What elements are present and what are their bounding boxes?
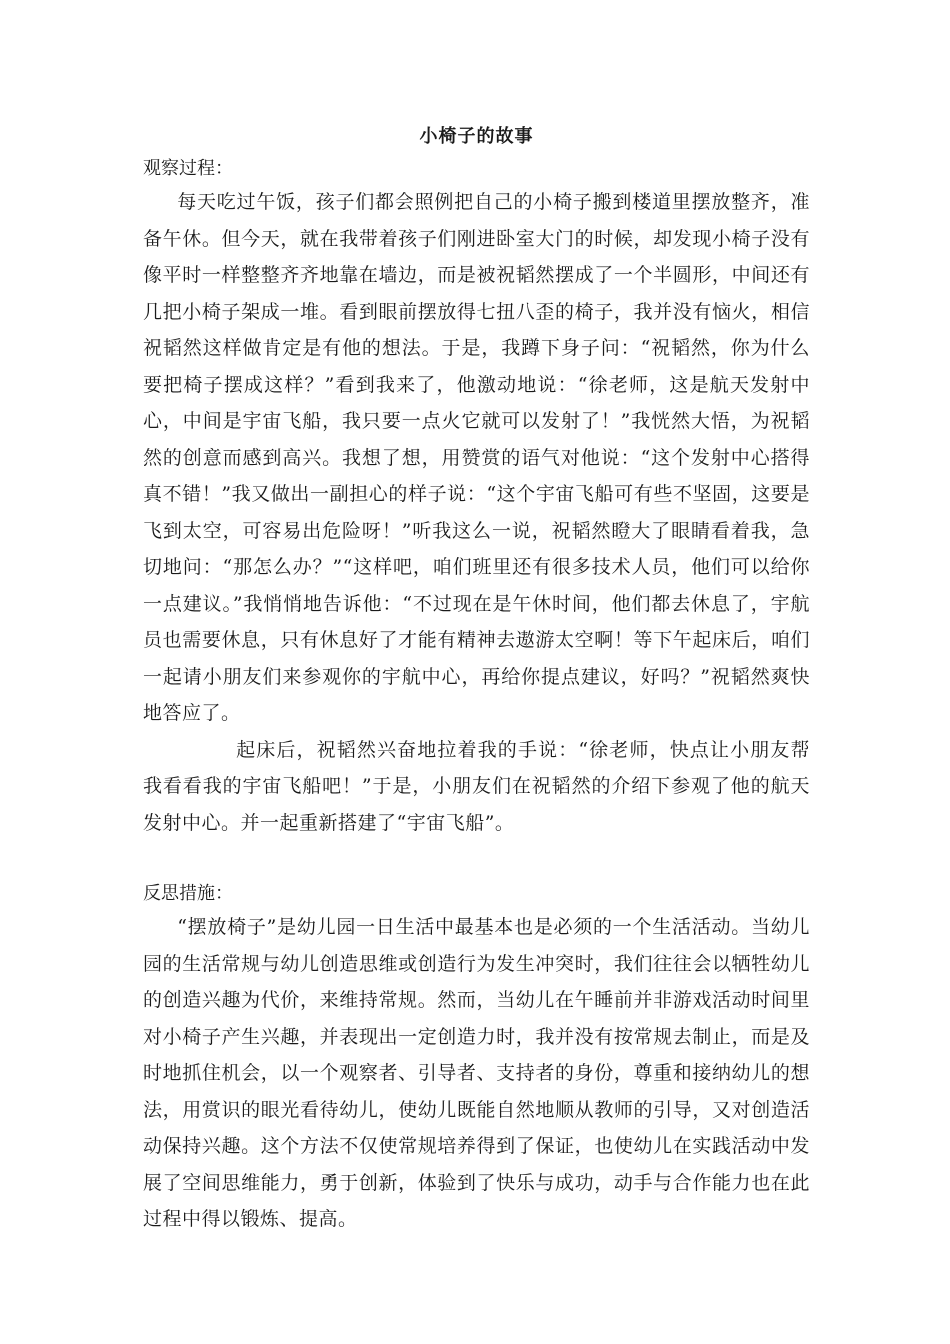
reflection-paragraph-1: “摆放椅子”是幼儿园一日生活中最基本也是必须的一个生活活动。当幼儿园的生活常规与幼儿创造思维或创造行为发生冲突时，我们往往会以牺牲幼儿的创造兴趣为代价，来维持常规。然而，当幼儿在午睡前并非游戏活动时间里对小椅子产生兴趣，并表现出一定创造力时，我并没有按常规去制止，而是及时地抓住机会，以一个观察者、引导者、支持者的身份，尊重和接纳幼儿的想法，用赏识的眼光看待幼儿，使幼儿既能自然地顺从教师的引导，又对创造活动保持兴趣。这个方法不仅使常规培养得到了保证，也使幼儿在实践活动中发展了空间思维能力，勇于创新，体验到了快乐与成功，动手与合作能力也在此过程中得以锻炼、提高。 [143,916,810,1230]
observation-paragraph-2: 起床后，祝韬然兴奋地拉着我的手说：“徐老师，快点让小朋友帮我看看我的宇宙飞船吧！”于是，小朋友们在祝韬然的介绍下参观了他的航天发射中心。并一起重新搭建了“宇宙飞船”。 [143,738,810,834]
section-heading-reflection: 反思措施： [143,883,233,904]
section-spacer [143,841,810,879]
document-page [143,122,810,1238]
observation-paragraph-1: 每天吃过午饭，孩子们都会照例把自己的小椅子搬到楼道里摆放整齐，准备午休。但今天，就在我带着孩子们刚进卧室大门的时候，却发现小椅子没有像平时一样整整齐齐地靠在墙边，而是被祝韬然摆成了一个半圆形，中间还有几把小椅子架成一堆。看到眼前摆放得七扭八歪的椅子，我并没有恼火，相信祝韬然这样做肯定是有他的想法。于是，我蹲下身子问：“祝韬然，你为什么要把椅子摆成这样？”看到我来了，他激动地说：“徐老师，这是航天发射中心，中间是宇宙飞船，我只要一点火它就可以发射了！”我恍然大悟，为祝韬然的创意而感到高兴。我想了想，用赞赏的语气对他说：“这个发射中心搭得真不错！”我又做出一副担心的样子说：“这个宇宙飞船可有些不坚固，这要是飞到太空，可容易出危险呀！”听我这么一说，祝韬然瞪大了眼睛看着我，急切地问：“那怎么办？”“这样吧，咱们班里还有很多技术人员，他们可以给你一点建议。”我悄悄地告诉他：“不过现在是午休时间，他们都去休息了，宇航员也需要休息，只有休息好了才能有精神去遨游太空啊！等下午起床后，咱们一起请小朋友们来参观你的宇航中心，再给你提点建议，好吗？”祝韬然爽快地答应了。 [143,191,810,724]
section-heading-observation: 观察过程： [143,158,233,179]
document-title: 小椅子的故事 [419,126,534,147]
